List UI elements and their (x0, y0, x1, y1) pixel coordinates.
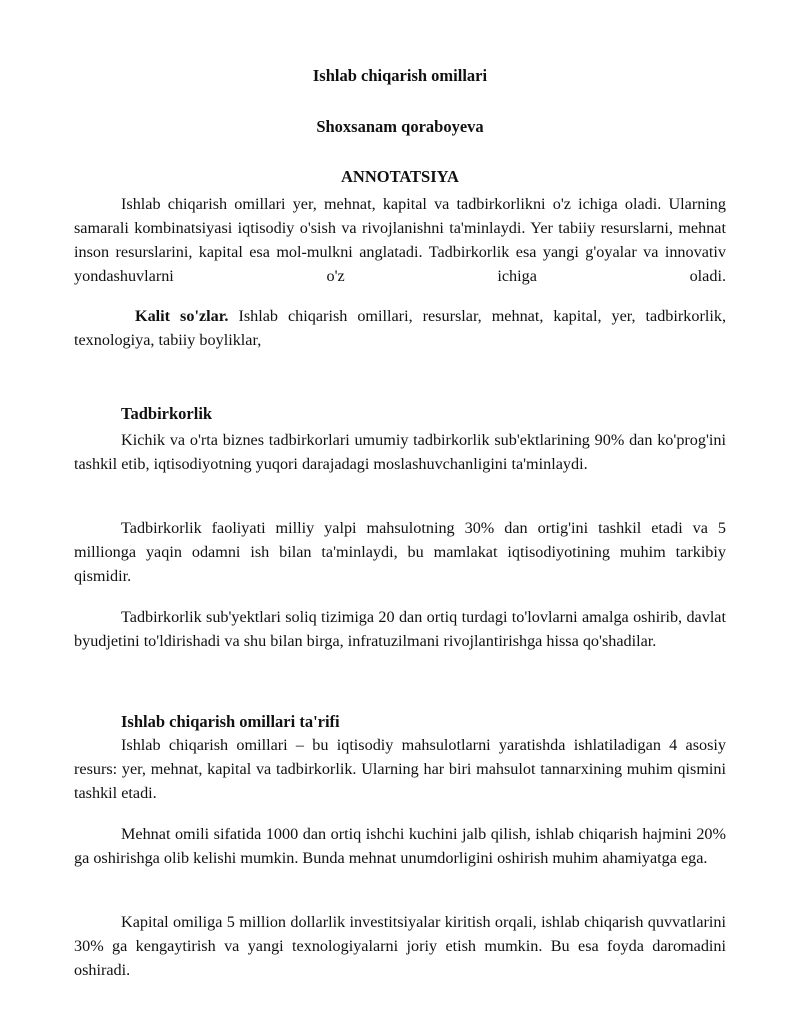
keywords-label: Kalit so'zlar. (135, 307, 229, 325)
section1-paragraph-2: Tadbirkorlik faoliyati milliy yalpi mahsulotning 30% dan ortig'ini tashkil etadi va 5 millionga yaqin odamni ish bilan ta'minlaydi, bu mamlakat iqtisodiyotining muhim tarkibiy qismidir. (74, 519, 726, 585)
keywords-paragraph (74, 304, 726, 352)
author-name: Shoxsanam qoraboyeva (316, 117, 484, 136)
annotation-paragraph: Ishlab chiqarish omillari yer, mehnat, kapital va tadbirkorlikni o'z ichiga oladi. Ularning samarali kombinatsiyasi iqtisodiy o'sish va rivojlanishni ta'minlaydi. Yer tabiiy resurslarni, mehnat inson resurslarini, kapital esa mol-mulkni anglatadi. Tadbirkorlik esa yangi g'oyalar va innovativ yondashuvlarni o'z ichiga oladi. (74, 195, 726, 285)
section2-paragraph-2: Mehnat omili sifatida 1000 dan ortiq ishchi kuchini jalb qilish, ishlab chiqarish hajmini 20% ga oshirishga olib kelishi mumkin. Bunda mehnat unumdorligini oshirish muhim ahamiyatga ega. (74, 825, 726, 867)
section2-paragraph-1: Ishlab chiqarish omillari – bu iqtisodiy mahsulotlarni yaratishda ishlatiladigan 4 asosiy resurs: yer, mehnat, kapital va tadbirkorlik. Ularning har biri mahsulot tannarxining muhim qismini tashkil etadi. (74, 736, 726, 802)
document-title: Ishlab chiqarish omillari (312, 66, 488, 85)
section1-paragraph-3: Tadbirkorlik sub'yektlari soliq tizimiga 20 dan ortiq turdagi to'lovlarni amalga oshirib, davlat byudjetini to'ldirishadi va shu bilan birga, infratuzilmani rivojlantirishga hissa qo'shadilar. (74, 608, 726, 650)
annotation-heading: ANNOTATSIYA (341, 167, 459, 186)
keywords-list: Ishlab chiqarish omillari, resurslar, mehnat, kapital, yer, tadbirkorlik, texnologiya, tabiiy boyliklar, (74, 307, 726, 349)
section-heading-tadbirkorlik: Tadbirkorlik (121, 404, 213, 423)
section2-paragraph-3: Kapital omiliga 5 million dollarlik investitsiyalar kiritish orqali, ishlab chiqarish quvvatlarini 30% ga kengaytirish va yangi texnologiyalarni joriy etish mumkin. Bu esa foyda daromadini oshiradi. (74, 913, 726, 979)
section-heading-definition: Ishlab chiqarish omillari ta'rifi (121, 712, 340, 731)
section1-paragraph-1: Kichik va o'rta biznes tadbirkorlari umumiy tadbirkorlik sub'ektlarining 90% dan ko'prog'ini tashkil etib, iqtisodiyotning yuqori darajadagi moslashuvchanligini ta'minlaydi. (74, 431, 726, 473)
